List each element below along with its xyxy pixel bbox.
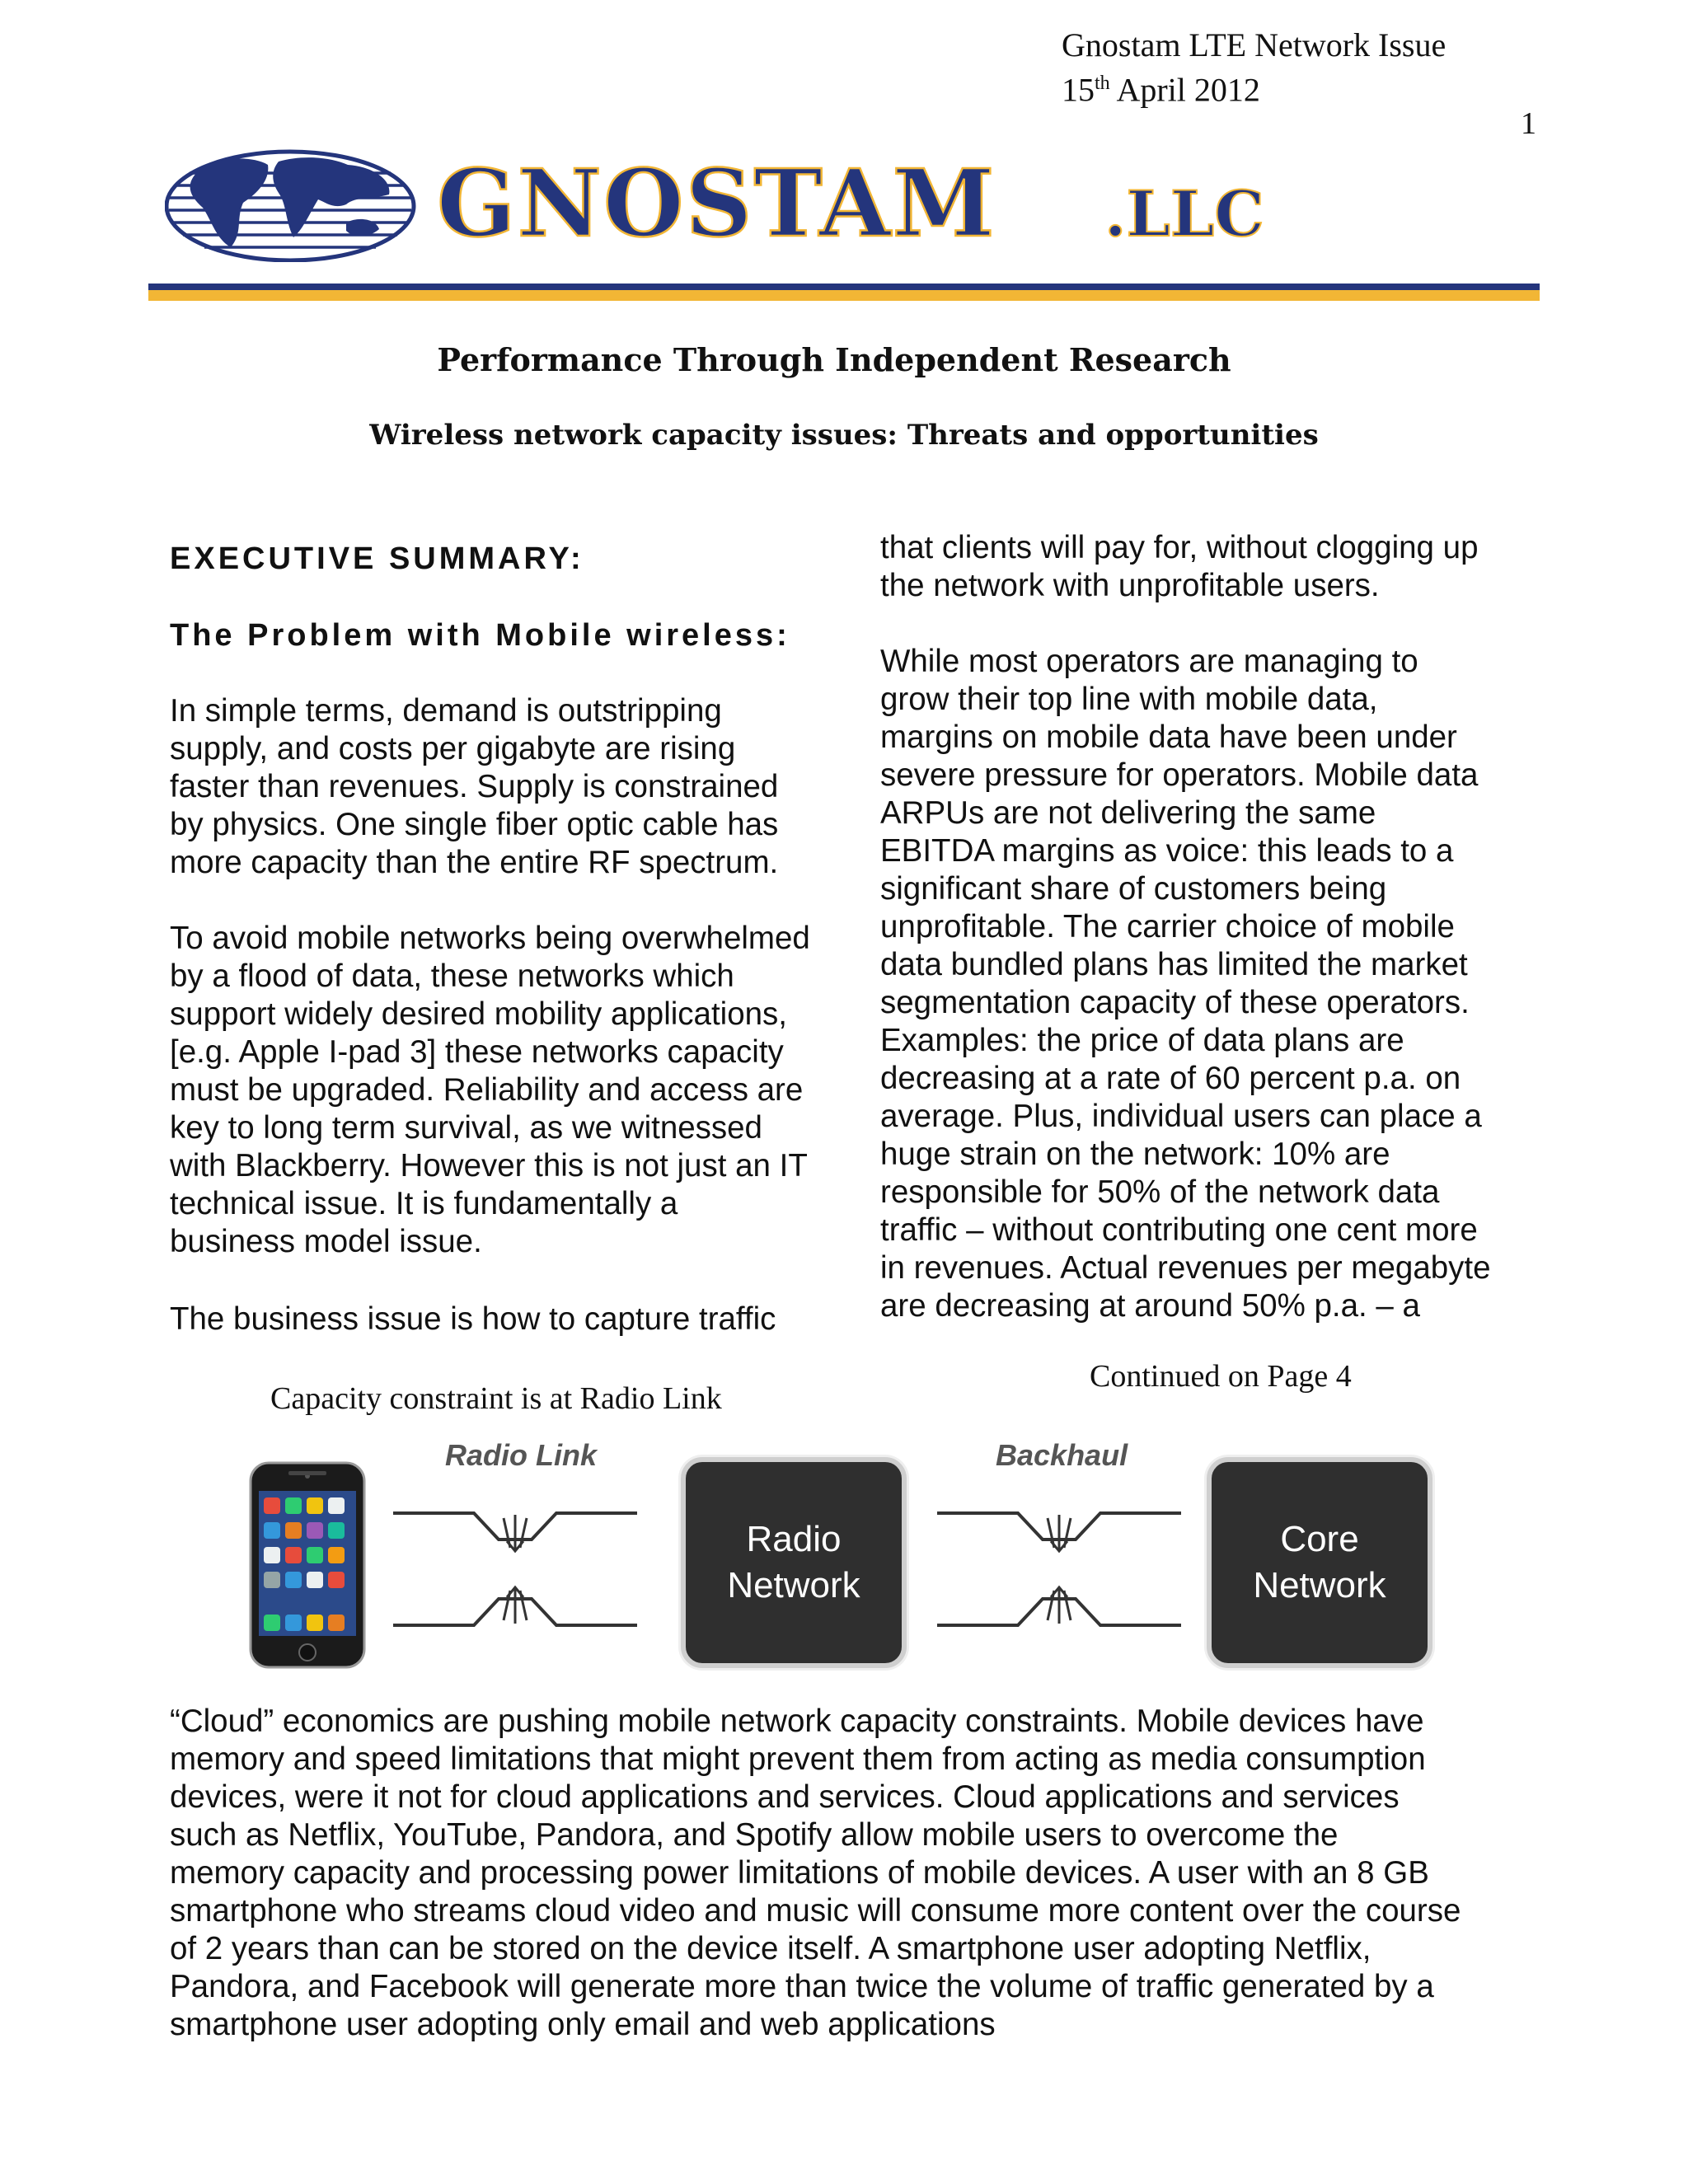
text-line: In simple terms, demand is outstripping	[170, 693, 722, 729]
text-line: support widely desired mobility applications,	[170, 996, 787, 1032]
document-title: Gnostam LTE Network Issue	[1062, 26, 1447, 63]
right-paragraph-2	[880, 643, 1491, 1325]
date-rest: April 2012	[1109, 71, 1260, 109]
text-line: the network with unprofitable users.	[880, 568, 1380, 603]
radio-link-label: Radio Link	[445, 1438, 598, 1472]
subtitle: Wireless network capacity issues: Threats and opportunities	[369, 419, 1319, 452]
core-network-line1: Core	[1280, 1519, 1359, 1559]
text-line: that clients will pay for, without clogging up	[880, 530, 1479, 565]
executive-summary-heading: EXECUTIVE SUMMARY:	[170, 541, 584, 576]
radio-network-line2: Network	[727, 1565, 860, 1605]
text-line: unprofitable. The carrier choice of mobile	[880, 909, 1455, 944]
text-line: smartphone user adopting only email and web applications	[170, 2007, 996, 2042]
text-line: EBITDA margins as voice: this leads to a	[880, 833, 1454, 869]
text-line: supply, and costs per gigabyte are rising	[170, 731, 736, 766]
problem-heading: The Problem with Mobile wireless:	[170, 618, 790, 653]
continued-note: Continued on Page 4	[1090, 1359, 1352, 1394]
text-line: of 2 years than can be stored on the device itself. A smartphone user adopting Netflix,	[170, 1931, 1372, 1966]
text-line: significant share of customers being	[880, 871, 1387, 907]
text-line: Examples: the price of data plans are	[880, 1023, 1404, 1058]
radio-link-constriction-icon	[392, 1500, 639, 1640]
document-date	[1062, 64, 1260, 109]
text-line: To avoid mobile networks being overwhelmed	[170, 921, 810, 956]
text-line: [e.g. Apple I-pad 3] these networks capacity	[170, 1034, 784, 1070]
text-line: are decreasing at around 50% p.a. – a	[880, 1288, 1420, 1324]
left-paragraph-3: The business issue is how to capture traffic	[170, 1301, 776, 1337]
text-line: ARPUs are not delivering the same	[880, 795, 1376, 831]
text-line: average. Plus, individual users can place a	[880, 1099, 1482, 1134]
smartphone-icon	[249, 1461, 366, 1669]
text-line: responsible for 50% of the network data	[880, 1174, 1440, 1210]
text-line: decreasing at a rate of 60 percent p.a. on	[880, 1061, 1461, 1096]
text-line: data bundled plans has limited the market	[880, 947, 1468, 982]
text-line: such as Netflix, YouTube, Pandora, and Spotify allow mobile users to overcome the	[170, 1817, 1339, 1853]
core-network-box	[1207, 1457, 1432, 1668]
text-line: memory capacity and processing power limitations of mobile devices. A user with an 8 GB	[170, 1855, 1429, 1891]
core-network-line2: Network	[1253, 1565, 1386, 1605]
right-paragraph-1	[880, 529, 1478, 605]
text-line: smartphone who streams cloud video and music will consume more content over the course	[170, 1893, 1461, 1929]
text-line: technical issue. It is fundamentally a	[170, 1186, 678, 1221]
header-divider-blue	[148, 284, 1540, 290]
text-line: more capacity than the entire RF spectrum.	[170, 845, 779, 880]
figure-caption: Capacity constraint is at Radio Link	[270, 1381, 722, 1416]
text-line: segmentation capacity of these operators.	[880, 985, 1470, 1020]
text-line: in revenues. Actual revenues per megabyte	[880, 1250, 1491, 1286]
logo-suffix: .LLC	[1104, 177, 1264, 251]
text-line: margins on mobile data have been under	[880, 719, 1457, 755]
date-suffix: th	[1095, 73, 1110, 94]
page-number: 1	[1521, 106, 1536, 141]
logo-text: GNOSTAM	[437, 150, 996, 258]
text-line: key to long term survival, as we witnessed	[170, 1110, 762, 1146]
text-line: traffic – without contributing one cent more	[880, 1212, 1478, 1248]
text-line: must be upgraded. Reliability and access are	[170, 1072, 804, 1108]
text-line: faster than revenues. Supply is constrained	[170, 769, 779, 804]
backhaul-label: Backhaul	[996, 1438, 1128, 1472]
text-line: by physics. One single fiber optic cable has	[170, 807, 779, 842]
gnostam-logo	[165, 147, 1335, 262]
date-day: 15	[1062, 71, 1095, 109]
text-line: memory and speed limitations that might prevent them from acting as media consumption	[170, 1741, 1426, 1777]
left-paragraph-2	[170, 920, 810, 1261]
globe-icon	[166, 152, 414, 260]
radio-network-box	[681, 1457, 907, 1668]
text-line: by a flood of data, these networks which	[170, 958, 734, 994]
text-line: grow their top line with mobile data,	[880, 682, 1378, 717]
text-line: “Cloud” economics are pushing mobile network capacity constraints. Mobile devices have	[170, 1704, 1424, 1739]
text-line: business model issue.	[170, 1224, 482, 1259]
text-line: Pandora, and Facebook will generate more than twice the volume of traffic generated by a	[170, 1969, 1434, 2004]
header-divider-gold	[148, 290, 1540, 301]
bottom-paragraph	[170, 1703, 1461, 2044]
text-line: huge strain on the network: 10% are	[880, 1137, 1390, 1172]
radio-network-line1: Radio	[746, 1519, 842, 1559]
text-line: While most operators are managing to	[880, 644, 1418, 679]
left-paragraph-1	[170, 692, 778, 882]
tagline: Performance Through Independent Research	[437, 341, 1231, 378]
backhaul-constriction-icon	[935, 1500, 1183, 1640]
text-line: severe pressure for operators. Mobile data	[880, 757, 1479, 793]
text-line: devices, were it not for cloud applications and services. Cloud applications and services	[170, 1779, 1400, 1815]
text-line: with Blackberry. However this is not just an IT	[170, 1148, 808, 1183]
